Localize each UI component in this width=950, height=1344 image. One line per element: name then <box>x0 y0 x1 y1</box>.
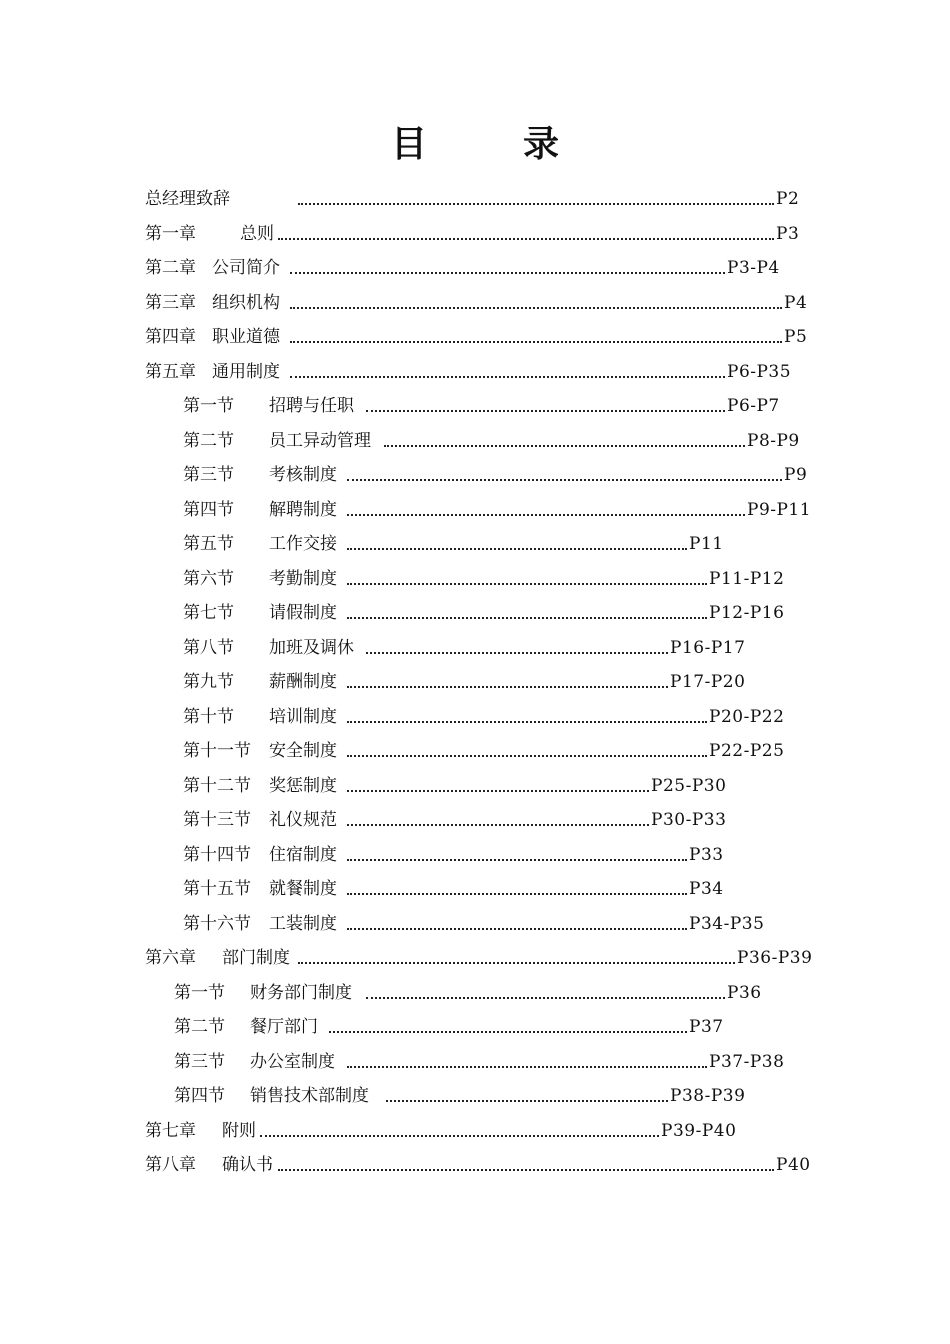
toc-leader-dots <box>290 341 782 343</box>
toc-entry-title: 销售技术部制度 <box>250 1086 369 1106</box>
toc-entry-page: P39-P40 <box>661 1120 737 1141</box>
toc-entry-number: 第三章 <box>145 292 196 313</box>
toc-entry-page: P37 <box>689 1017 724 1037</box>
toc-entry-page: P30-P33 <box>651 810 727 830</box>
toc-entry-title: 总则 <box>240 223 274 244</box>
toc-entry-page: P34 <box>689 879 724 899</box>
toc-entry-title: 通用制度 <box>212 361 280 382</box>
toc-entry-number: 第四章 <box>145 327 196 347</box>
toc-entry <box>0 320 950 354</box>
toc-leader-dots <box>278 238 774 240</box>
toc-entry <box>0 803 950 837</box>
toc-entry-page: P17-P20 <box>670 672 746 692</box>
toc-entry-title: 部门制度 <box>222 948 290 968</box>
toc-entry-title: 礼仪规范 <box>269 810 337 830</box>
toc-leader-dots <box>347 514 745 516</box>
toc-entry-number: 第四节 <box>174 1086 225 1106</box>
toc-entry-title: 奖惩制度 <box>269 775 337 796</box>
toc-entry-page: P3 <box>776 223 800 244</box>
toc-entry-title: 住宿制度 <box>269 844 337 865</box>
toc-entry-page: P36 <box>727 982 762 1003</box>
toc-entry-title: 职业道德 <box>212 327 280 347</box>
toc-entry-page: P40 <box>776 1155 811 1175</box>
toc-entry-title: 解聘制度 <box>269 499 337 520</box>
toc-leader-dots <box>298 962 735 964</box>
toc-leader-dots <box>347 790 649 792</box>
toc-entry <box>0 596 950 630</box>
toc-leader-dots <box>347 928 687 930</box>
toc-entry-title: 财务部门制度 <box>250 982 352 1003</box>
toc-entry <box>0 389 950 423</box>
toc-leader-dots <box>347 617 707 619</box>
toc-entry <box>0 355 950 389</box>
toc-entry-number: 第二章 <box>145 258 196 278</box>
toc-entry-title: 考勤制度 <box>269 568 337 589</box>
toc-entry-page: P33 <box>689 844 724 865</box>
toc-entry-page: P6-P35 <box>727 361 792 382</box>
toc-entry-page: P36-P39 <box>737 948 813 968</box>
toc-entry-page: P11-P12 <box>709 568 785 589</box>
toc-entry <box>0 251 950 285</box>
toc-entry-page: P2 <box>776 189 800 209</box>
toc-entry-title: 公司简介 <box>212 258 280 278</box>
toc-entry <box>0 631 950 665</box>
toc-leader-dots <box>298 203 774 205</box>
toc-entry-page: P25-P30 <box>651 775 727 796</box>
toc-entry-number: 第二节 <box>174 1017 225 1037</box>
toc-leader-dots <box>366 652 668 654</box>
toc-entry <box>0 1148 950 1182</box>
toc-entry <box>0 838 950 872</box>
toc-entry-page: P4 <box>784 292 808 313</box>
toc-entry <box>0 458 950 492</box>
toc-entry-title: 工装制度 <box>269 913 337 934</box>
toc-entry <box>0 734 950 768</box>
toc-entry-title: 就餐制度 <box>269 879 337 899</box>
toc-entry <box>0 976 950 1010</box>
toc-leader-dots <box>347 755 707 757</box>
toc-leader-dots <box>290 272 725 274</box>
toc-leader-dots <box>347 479 782 481</box>
toc-entry-number: 第五节 <box>183 534 234 554</box>
toc-entry <box>0 700 950 734</box>
toc-entry-title: 办公室制度 <box>250 1051 335 1072</box>
toc-entry-number: 第二节 <box>183 430 234 451</box>
toc-entry-page: P34-P35 <box>689 913 765 934</box>
toc-entry <box>0 217 950 251</box>
toc-entry-number: 第八节 <box>183 637 234 658</box>
toc-entry-title: 员工异动管理 <box>269 430 371 451</box>
toc-entry-title: 考核制度 <box>269 465 337 485</box>
toc-entry-title: 培训制度 <box>269 706 337 727</box>
toc-entry-page: P12-P16 <box>709 603 785 623</box>
toc-leader-dots <box>347 583 707 585</box>
toc-entry-page: P8-P9 <box>747 430 800 451</box>
toc-entry <box>0 1010 950 1044</box>
toc-entry-page: P6-P7 <box>727 396 780 416</box>
toc-entry-number: 第六章 <box>145 948 196 968</box>
toc-entry-number: 第十一节 <box>183 741 251 761</box>
toc-leader-dots <box>347 1066 707 1068</box>
toc-leader-dots <box>347 686 668 688</box>
toc-leader-dots <box>260 1135 659 1137</box>
toc-entry-number: 第一节 <box>174 982 225 1003</box>
toc-entry-title: 确认书 <box>222 1155 273 1175</box>
toc-entry <box>0 907 950 941</box>
toc-leader-dots <box>290 376 725 378</box>
toc-entry <box>0 182 950 216</box>
toc-entry-number: 第一节 <box>183 396 234 416</box>
toc-leader-dots <box>384 445 745 447</box>
toc-leader-dots <box>347 824 649 826</box>
toc-leader-dots <box>329 1031 687 1033</box>
toc-entry <box>0 493 950 527</box>
toc-entry-title: 薪酬制度 <box>269 672 337 692</box>
toc-entry-title: 组织机构 <box>212 292 280 313</box>
toc-entry-number: 第八章 <box>145 1155 196 1175</box>
toc-leader-dots <box>386 1100 668 1102</box>
page-title: 目 录 <box>390 124 589 165</box>
toc-entry <box>0 769 950 803</box>
toc-leader-dots <box>366 410 725 412</box>
toc-entry <box>0 527 950 561</box>
toc-entry-title: 工作交接 <box>269 534 337 554</box>
toc-leader-dots <box>290 307 782 309</box>
toc-entry-page: P20-P22 <box>709 706 785 727</box>
toc-entry-number: 第十六节 <box>183 913 251 934</box>
toc-entry-number: 第九节 <box>183 672 234 692</box>
toc-entry-number: 第三节 <box>183 465 234 485</box>
toc-entry-page: P5 <box>784 327 808 347</box>
toc-entry-page: P37-P38 <box>709 1051 785 1072</box>
toc-entry-number: 第三节 <box>174 1051 225 1072</box>
toc-entry-title: 安全制度 <box>269 741 337 761</box>
toc-entry-number: 第十四节 <box>183 844 251 865</box>
toc-entry <box>0 1045 950 1079</box>
toc-entry <box>0 424 950 458</box>
toc-leader-dots <box>347 893 687 895</box>
toc-leader-dots <box>347 721 707 723</box>
toc-leader-dots <box>366 997 725 999</box>
toc-entry-title: 附则 <box>222 1120 256 1141</box>
toc-entry-page: P9-P11 <box>747 499 812 520</box>
toc-entry-number: 第十三节 <box>183 810 251 830</box>
toc-entry-number: 第七节 <box>183 603 234 623</box>
toc-entry <box>0 286 950 320</box>
toc-entry-title: 招聘与任职 <box>269 396 354 416</box>
toc-entry-number: 第一章 <box>145 223 196 244</box>
toc-entry <box>0 665 950 699</box>
toc-leader-dots <box>347 548 687 550</box>
toc-entry-page: P11 <box>689 534 724 554</box>
toc-entry-page: P3-P4 <box>727 258 780 278</box>
toc-entry-page: P16-P17 <box>670 637 746 658</box>
toc-entry-title: 请假制度 <box>269 603 337 623</box>
toc-entry-title: 加班及调休 <box>269 637 354 658</box>
toc-entry-page: P38-P39 <box>670 1086 746 1106</box>
toc-entry-title: 餐厅部门 <box>250 1017 318 1037</box>
toc-entry-number: 第七章 <box>145 1120 196 1141</box>
toc-entry-page: P22-P25 <box>709 741 785 761</box>
toc-entry <box>0 1079 950 1113</box>
toc-entry-number: 第十节 <box>183 706 234 727</box>
toc-entry-number: 总经理致辞 <box>145 189 230 209</box>
toc-entry <box>0 1114 950 1148</box>
toc-entry-number: 第十二节 <box>183 775 251 796</box>
toc-leader-dots <box>278 1169 774 1171</box>
toc-leader-dots <box>347 859 687 861</box>
toc-entry-page: P9 <box>784 465 808 485</box>
toc-entry-number: 第十五节 <box>183 879 251 899</box>
toc-entry-number: 第五章 <box>145 361 196 382</box>
toc-entry <box>0 562 950 596</box>
toc-entry <box>0 872 950 906</box>
toc-entry <box>0 941 950 975</box>
toc-entry-number: 第四节 <box>183 499 234 520</box>
toc-entry-number: 第六节 <box>183 568 234 589</box>
